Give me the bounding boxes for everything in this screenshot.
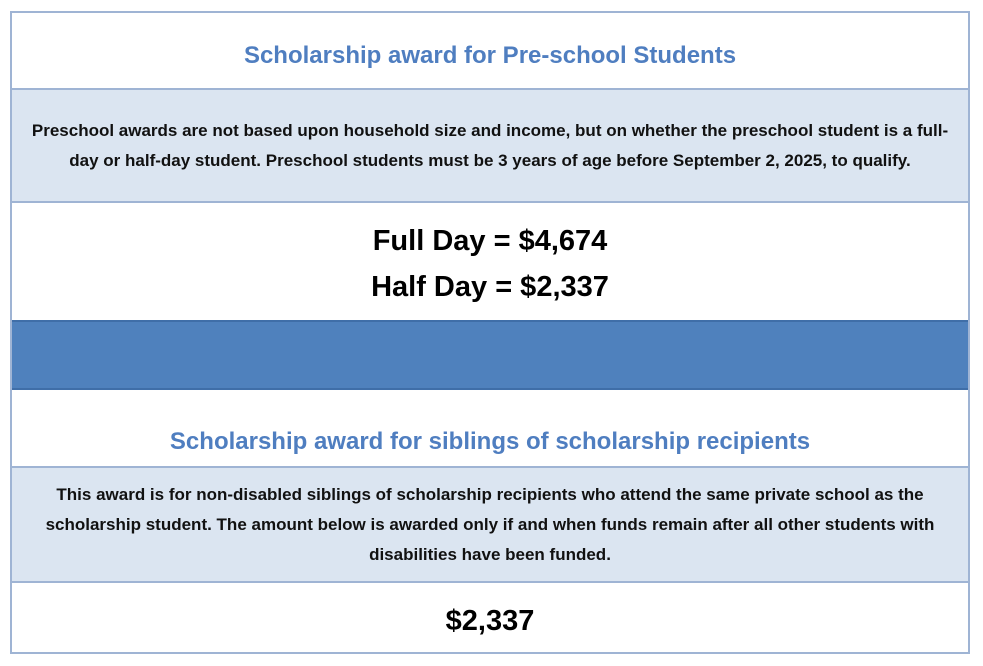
preschool-title-text: Scholarship award for Pre-school Students: [243, 41, 737, 69]
section-divider-band: [12, 320, 968, 390]
siblings-description-text: This award is for non-disabled siblings of scholarship recipients who attend the same private school as the scholarship student. The amount below is awarded only if and when funds remain after all other students with disabilities have been funded.: [45, 484, 935, 564]
preschool-description-text: Preschool awards are not based upon household size and income, but on whether the preschool student is a full-day or half-day student. Preschool students must be 3 years of age before September 2, 2025, to qualify.: [31, 120, 949, 170]
siblings-amount-row: [12, 581, 968, 652]
siblings-description-row: [12, 466, 968, 581]
preschool-description-row: [12, 88, 968, 201]
full-day-amount: Full Day = $4,674: [372, 224, 608, 257]
sibling-amount: $2,337: [445, 604, 535, 637]
preschool-section-title: [12, 13, 968, 88]
siblings-title-text: Scholarship award for siblings of scholarship recipients: [169, 428, 811, 455]
scholarship-award-table: [10, 11, 970, 654]
half-day-amount: Half Day = $2,337: [371, 270, 609, 303]
siblings-section-title: [12, 390, 968, 466]
preschool-amounts-row: [12, 201, 968, 320]
